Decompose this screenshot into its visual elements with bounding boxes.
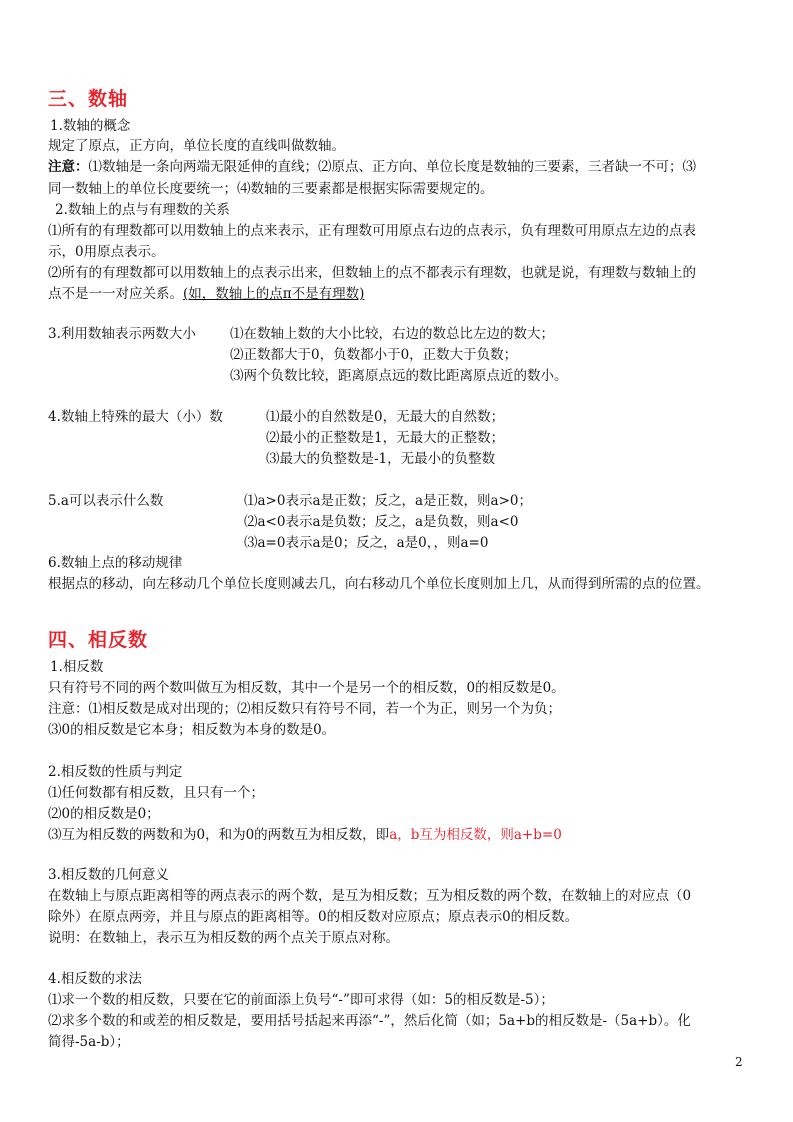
special-item-1: ⑴最小的自然数是0，无最大的自然数； <box>266 409 505 425</box>
special-item-2: ⑵最小的正整数是1，无最大的正整数； <box>266 430 505 446</box>
subheading-points-rationals: 2.数轴上的点与有理数的关系 <box>55 202 230 218</box>
finding-item-1: ⑴求一个数的相反数，只要在它的前面添上负号“-”即可求得（如：5的相反数是-5）； <box>48 992 554 1008</box>
subheading-geometric-meaning: 3.相反数的几何意义 <box>48 867 169 883</box>
pi-example: (如，数轴上的点π不是有理数) <box>183 286 365 302</box>
subheading-what-a-represents: 5.a可以表示什么数 <box>48 493 164 509</box>
property-item-1: ⑴任何数都有相反数，且只有一个； <box>48 785 264 801</box>
property-item-3-highlight: a，b互为相反数，则a+b=0 <box>389 827 562 843</box>
special-item-3: ⑶最大的负整数是-1，无最小的负整数 <box>266 451 496 467</box>
subheading-compare-two-numbers: 3.利用数轴表示两数大小 <box>48 326 196 342</box>
a-item-3: ⑶a=0表示a是0；反之，a是0，，则a=0 <box>244 535 489 551</box>
subheading-opposite-properties: 2.相反数的性质与判定 <box>48 764 183 780</box>
subheading-finding-opposite: 4.相反数的求法 <box>48 971 142 987</box>
geometric-meaning-line3: 说明：在数轴上，表示互为相反数的两个点关于原点对称。 <box>48 930 399 946</box>
compare-item-3: ⑶两个负数比较，距离原点远的数比距离原点近的数小。 <box>230 368 568 384</box>
compare-item-2: ⑵正数都大于0，负数都小于0，正数大于负数； <box>230 347 518 363</box>
opposite-note-line2: ⑶0的相反数是它本身；相反数为本身的数是0。 <box>48 722 336 738</box>
a-item-2: ⑵a<0表示a是负数；反之，a是负数，则a<0 <box>244 514 519 530</box>
note-text-1: ⑴数轴是一条向两端无限延伸的直线；⑵原点、正方向、单位长度是数轴的三要素，三者缺一不可；⑶ <box>88 159 696 175</box>
section-3-heading: 三、数轴 <box>48 88 129 110</box>
finding-item-2-line2: 简得-5a-b）； <box>48 1034 130 1050</box>
opposite-note-line1: 注意：⑴相反数是成对出现的；⑵相反数只有符号不同，若一个为正，则另一个为负； <box>48 701 561 717</box>
compare-item-1: ⑴在数轴上数的大小比较，右边的数总比左边的数大； <box>230 326 554 342</box>
page-number: 2 <box>735 1055 743 1069</box>
property-item-3 <box>48 826 562 844</box>
property-item-2: ⑵0的相反数是0； <box>48 806 160 822</box>
points-rationals-p2-text: 点不是一一对应关系。 <box>48 286 183 302</box>
note-line-2: 同一数轴上的单位长度要统一；⑷数轴的三要素都是根据实际需要规定的。 <box>48 181 494 197</box>
subheading-number-line-concept: 1.数轴的概念 <box>50 118 131 134</box>
points-rationals-p2-line1: ⑵所有的有理数都可以用数轴上的点表示出来，但数轴上的点不都表示有理数，也就是说，有理数与数轴上的 <box>48 265 696 281</box>
finding-item-2-line1: ⑵求多个数的和或差的相反数是，要用括号括起来再添“-”，然后化简（如；5a+b的相反数是-（5a+b）。化 <box>48 1013 691 1029</box>
geometric-meaning-line1: 在数轴上与原点距离相等的两点表示的两个数，是互为相反数；互为相反数的两个数，在数轴上的对应点（0 <box>48 888 692 904</box>
geometric-meaning-line2: 除外）在原点两旁，并且与原点的距离相等。0的相反数对应原点；原点表示0的相反数。 <box>48 909 579 925</box>
note-label: 注意： <box>48 159 89 175</box>
note-line-1 <box>48 158 696 176</box>
opposite-definition: 只有符号不同的两个数叫做互为相反数，其中一个是另一个的相反数，0的相反数是0。 <box>48 680 565 696</box>
points-rationals-p2-line2 <box>48 285 364 303</box>
a-item-1: ⑴a>0表示a是正数；反之，a是正数，则a>0； <box>244 493 532 509</box>
number-line-definition: 规定了原点，正方向，单位长度的直线叫做数轴。 <box>48 138 345 154</box>
property-item-3-text: ⑶互为相反数的两数和为0，和为0的两数互为相反数，即 <box>48 827 390 843</box>
section-4-heading: 四、相反数 <box>48 629 149 651</box>
points-rationals-p1-line2: 示，0用原点表示。 <box>48 244 165 260</box>
points-rationals-p1-line1: ⑴所有的有理数都可以用数轴上的点来表示，正有理数可用原点右边的点表示，负有理数可用原点左边的点表 <box>48 223 696 239</box>
subheading-special-max-min: 4.数轴上特殊的最大（小）数 <box>48 409 223 425</box>
subheading-point-movement: 6.数轴上点的移动规律 <box>48 555 183 571</box>
subheading-opposite-number: 1.相反数 <box>50 659 104 675</box>
point-movement-rule: 根据点的移动，向左移动几个单位长度则减去几，向右移动几个单位长度则加上几，从而得到所需的点的位置。 <box>48 576 710 592</box>
